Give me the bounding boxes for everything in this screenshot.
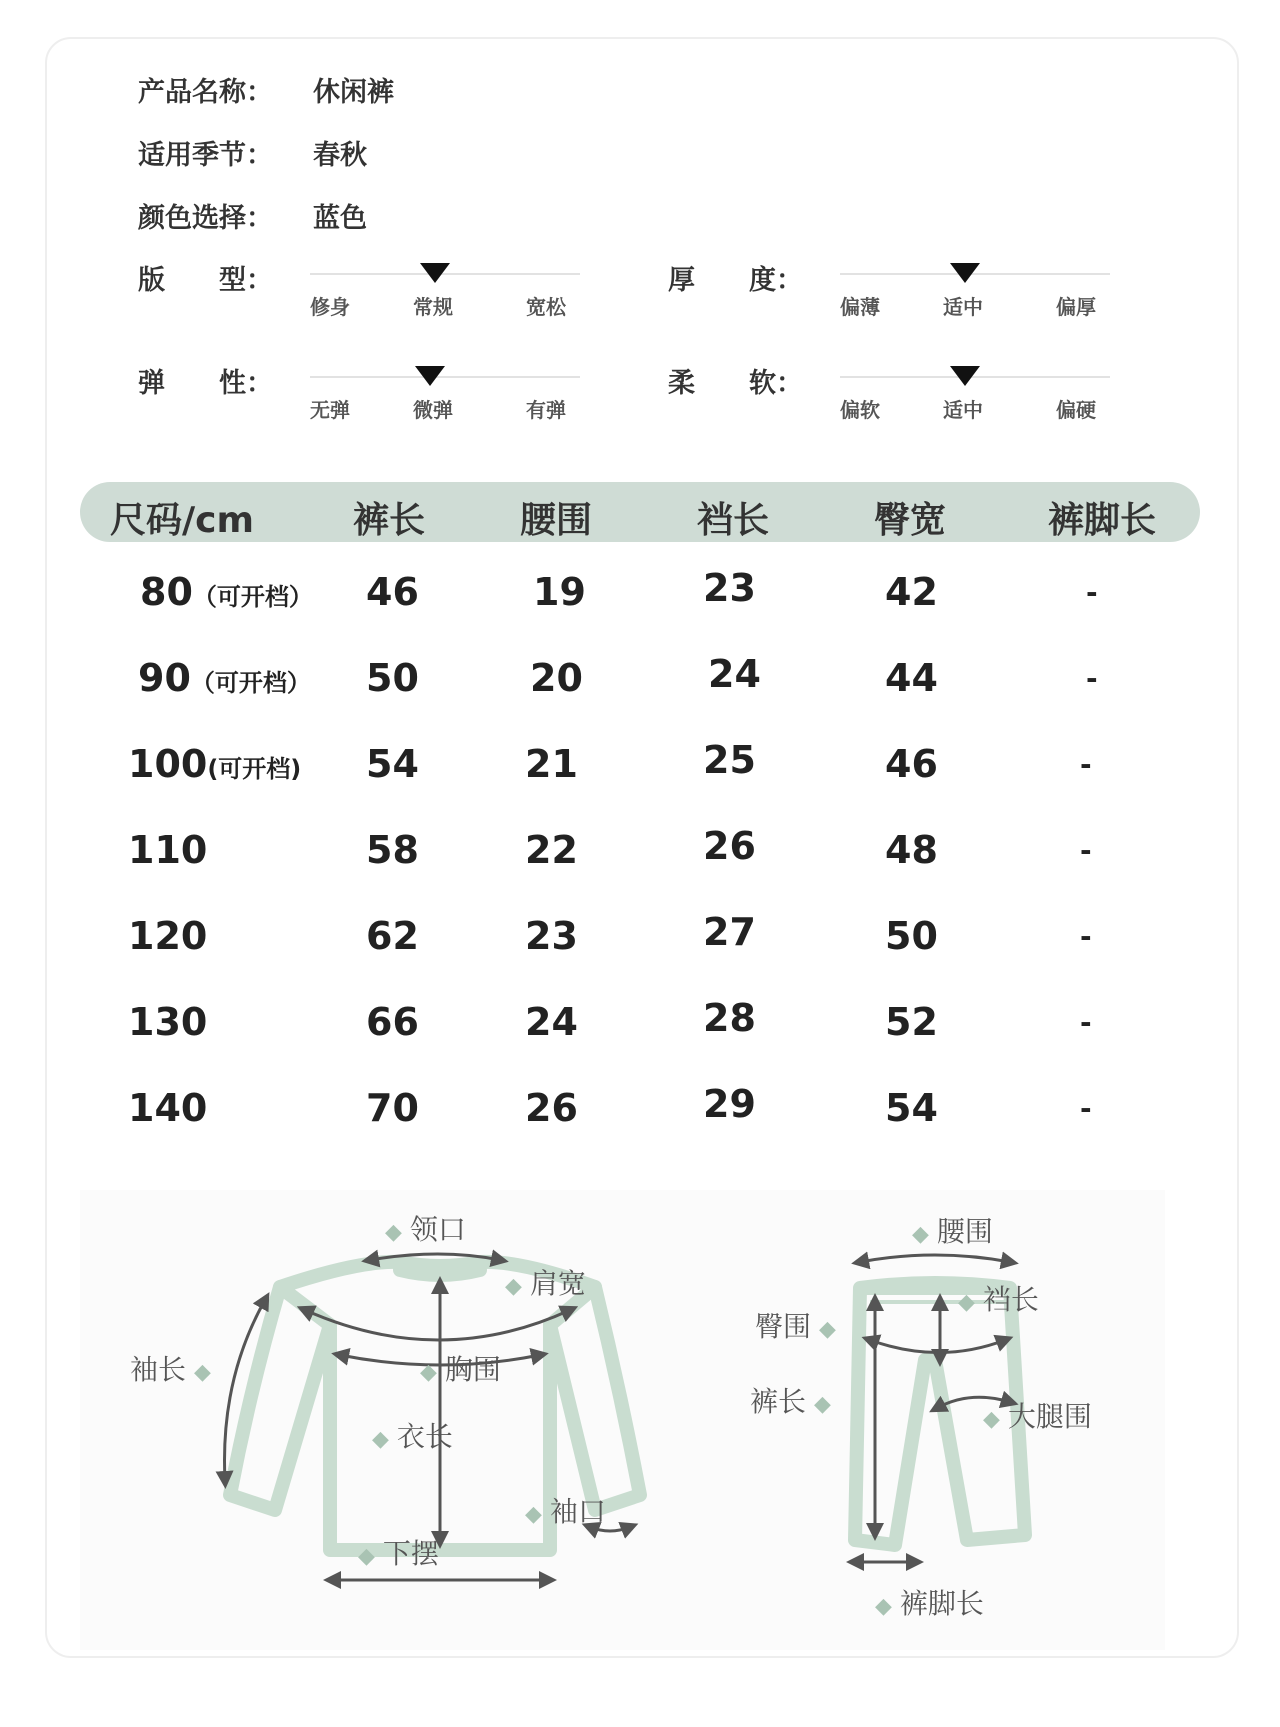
label-sleeve-length: 袖长 ◆	[130, 1353, 211, 1386]
fit-option-slim: 修身	[310, 295, 350, 319]
header-size: 尺码/cm	[110, 500, 255, 541]
softness-option-soft: 偏软	[840, 398, 880, 422]
table-cell: 19	[533, 570, 586, 614]
table-cell: 28	[703, 996, 756, 1040]
table-cell: -	[1086, 662, 1098, 695]
thickness-marker	[950, 263, 980, 283]
header-hip-width: 臀宽	[874, 500, 947, 541]
diamond-icon: ◆	[814, 1392, 831, 1417]
label-waist: ◆ 腰围	[912, 1215, 993, 1248]
softness-label: 柔 软：	[668, 368, 803, 399]
color-value: 蓝色	[313, 203, 367, 234]
label-thigh: ◆ 大腿围	[983, 1400, 1092, 1433]
table-cell: -	[1086, 576, 1098, 609]
table-cell: 66	[366, 1000, 419, 1044]
fit-option-loose: 宽松	[526, 295, 566, 319]
season-label: 适用季节：	[138, 140, 273, 171]
product-name-label: 产品名称：	[138, 77, 273, 108]
table-cell: 25	[703, 738, 756, 782]
label-hip: 臀围 ◆	[755, 1310, 836, 1343]
table-cell: -	[1080, 1006, 1092, 1039]
diamond-icon: ◆	[958, 1290, 975, 1315]
table-row-size: 120	[128, 914, 208, 958]
scale-track	[310, 376, 580, 378]
diamond-icon: ◆	[372, 1427, 389, 1452]
table-cell: 21	[525, 742, 578, 786]
thickness-label: 厚 度：	[668, 265, 803, 296]
label-hem: ◆ 下摆	[358, 1537, 439, 1570]
elasticity-scale	[310, 358, 580, 428]
thickness-option-thick: 偏厚	[1056, 295, 1096, 319]
diamond-icon: ◆	[819, 1317, 836, 1342]
fit-label: 版 型：	[138, 265, 273, 296]
diamond-icon: ◆	[912, 1222, 929, 1247]
table-cell: 62	[366, 914, 419, 958]
measurement-diagram	[80, 1190, 1165, 1650]
diamond-icon: ◆	[385, 1220, 402, 1245]
table-cell: 42	[885, 570, 938, 614]
table-cell: 27	[703, 910, 756, 954]
table-cell: 20	[530, 656, 583, 700]
table-cell: 44	[885, 656, 938, 700]
product-name-value: 休闲裤	[313, 77, 394, 108]
header-rise: 裆长	[697, 500, 770, 541]
table-cell: 23	[703, 566, 756, 610]
label-cuff: ◆ 袖口	[525, 1495, 606, 1528]
label-shoulder: ◆ 肩宽	[505, 1267, 586, 1300]
table-cell: 29	[703, 1082, 756, 1126]
label-pants-length: 裤长 ◆	[750, 1385, 831, 1418]
table-cell: 23	[525, 914, 578, 958]
softness-scale	[840, 358, 1110, 428]
table-cell: -	[1080, 920, 1092, 953]
thickness-option-thin: 偏薄	[840, 295, 880, 319]
label-chest: ◆ 胸围	[420, 1353, 501, 1386]
table-cell: -	[1080, 834, 1092, 867]
table-cell: 26	[525, 1086, 578, 1130]
table-cell: 52	[885, 1000, 938, 1044]
table-row-size: 140	[128, 1086, 208, 1130]
header-pants-length: 裤长	[353, 500, 426, 541]
elasticity-option-none: 无弹	[310, 398, 350, 422]
thickness-option-medium: 适中	[943, 295, 983, 319]
elasticity-option-slight: 微弹	[413, 398, 453, 422]
elasticity-label: 弹 性：	[138, 368, 273, 399]
table-cell: 24	[708, 652, 761, 696]
label-leg-opening: ◆ 裤脚长	[875, 1587, 984, 1620]
diamond-icon: ◆	[358, 1544, 375, 1569]
table-cell: 48	[885, 828, 938, 872]
table-cell: 46	[366, 570, 419, 614]
table-row-size: 110	[128, 828, 208, 872]
table-row-size: 130	[128, 1000, 208, 1044]
header-waist: 腰围	[520, 500, 593, 541]
table-cell: 46	[885, 742, 938, 786]
table-row-size: 80（可开档）	[140, 570, 313, 614]
table-cell: 54	[885, 1086, 938, 1130]
table-row-size: 90（可开档）	[138, 656, 311, 700]
header-leg-opening: 裤脚长	[1048, 500, 1157, 541]
fit-scale	[310, 255, 580, 325]
table-cell: -	[1080, 748, 1092, 781]
diamond-icon: ◆	[875, 1594, 892, 1619]
table-cell: 54	[366, 742, 419, 786]
elasticity-marker	[415, 366, 445, 386]
table-cell: -	[1080, 1092, 1092, 1125]
table-cell: 70	[366, 1086, 419, 1130]
diamond-icon: ◆	[194, 1360, 211, 1385]
diamond-icon: ◆	[525, 1502, 542, 1527]
table-row-size: 100(可开档)	[128, 742, 302, 786]
diamond-icon: ◆	[983, 1407, 1000, 1432]
table-cell: 22	[525, 828, 578, 872]
softness-marker	[950, 366, 980, 386]
softness-option-medium: 适中	[943, 398, 983, 422]
table-cell: 24	[525, 1000, 578, 1044]
color-label: 颜色选择：	[138, 203, 273, 234]
label-rise: ◆ 裆长	[958, 1283, 1039, 1316]
table-cell: 50	[366, 656, 419, 700]
thickness-scale	[840, 255, 1110, 325]
table-cell: 50	[885, 914, 938, 958]
diamond-icon: ◆	[505, 1274, 522, 1299]
size-table-header	[80, 482, 1200, 542]
fit-option-regular: 常规	[413, 295, 453, 319]
season-value: 春秋	[313, 140, 367, 171]
table-cell: 58	[366, 828, 419, 872]
fit-marker	[420, 263, 450, 283]
diamond-icon: ◆	[420, 1360, 437, 1385]
label-body-length: ◆ 衣长	[372, 1420, 453, 1453]
softness-option-hard: 偏硬	[1056, 398, 1096, 422]
table-cell: 26	[703, 824, 756, 868]
label-collar: ◆ 领口	[385, 1213, 466, 1246]
elasticity-option-stretchy: 有弹	[526, 398, 566, 422]
